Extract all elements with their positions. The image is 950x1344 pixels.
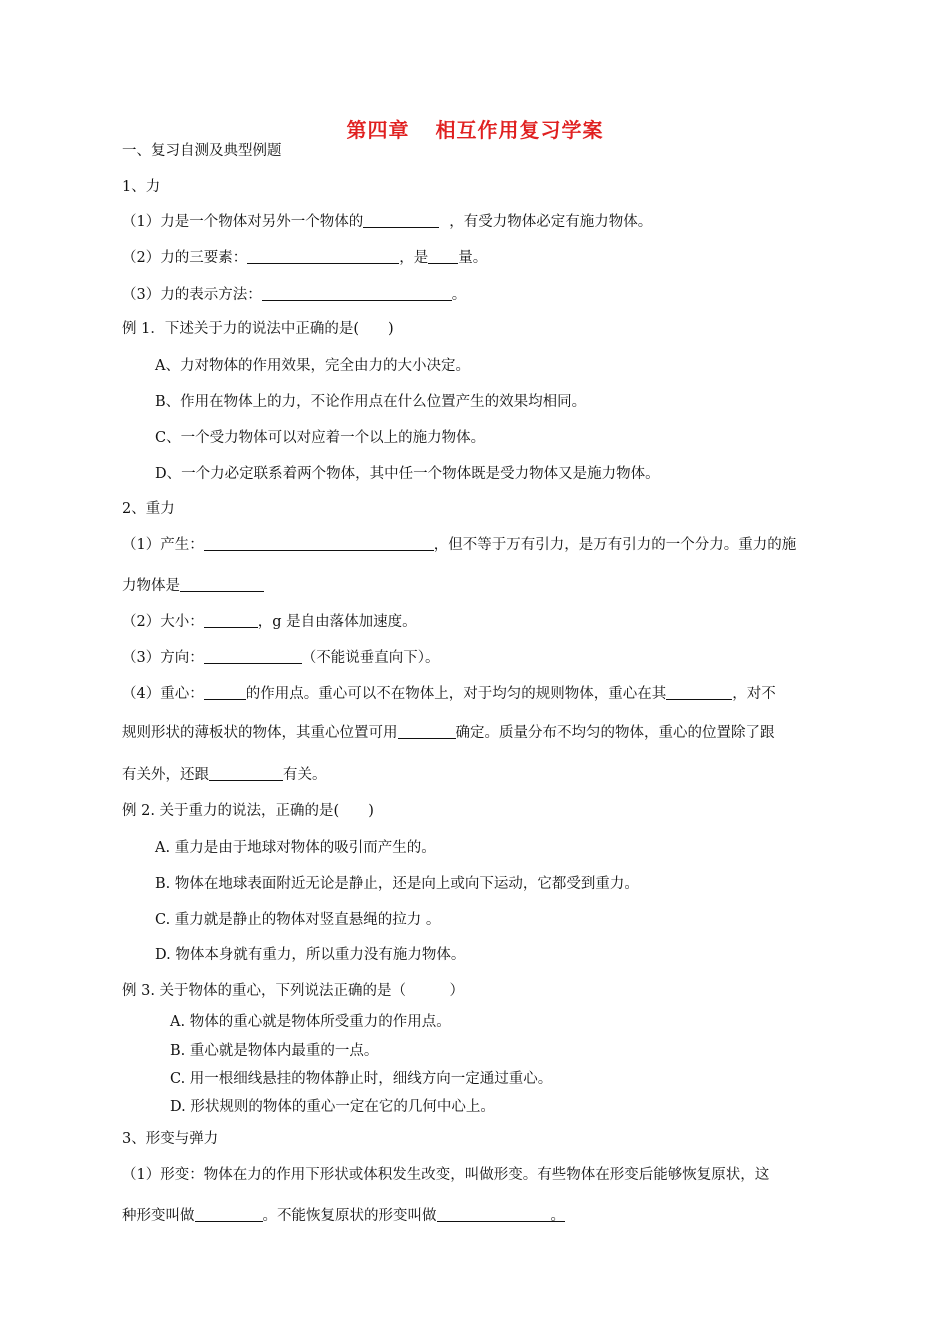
answer-blank — [398, 724, 456, 739]
answer-blank — [180, 577, 264, 592]
option-c: C、一个受力物体可以对应着一个以上的施力物体。 — [155, 430, 486, 446]
subsection-elasticity: 3、形变与弹力 — [122, 1131, 219, 1147]
answer-blank — [247, 249, 399, 264]
example-question: 例 3. 关于物体的重心，下列说法正确的是（ ） — [122, 983, 465, 999]
question-line: 种形变叫做 。不能恢复原状的形变叫做 。 — [122, 1208, 565, 1224]
option-d: D. 形状规则的物体的重心一定在它的几何中心上。 — [170, 1099, 495, 1115]
subsection-gravity: 2、重力 — [122, 501, 175, 517]
answer-blank — [204, 685, 246, 700]
question-line: （4）重心： 的作用点。重心可以不在物体上，对于均匀的规则物体，重心在其 ，对不 — [122, 686, 776, 702]
example-question: 例 1．下述关于力的说法中正确的是( ) — [122, 321, 394, 337]
answer-blank — [262, 286, 452, 301]
section-heading: 一、复习自测及典型例题 — [122, 143, 282, 159]
option-b: B、作用在物体上的力，不论作用点在什么位置产生的效果均相同。 — [155, 394, 587, 410]
question-line: （3）力的表示方法： 。 — [122, 287, 467, 303]
option-d: D. 物体本身就有重力，所以重力没有施力物体。 — [155, 947, 466, 963]
option-c: C. 用一根细线悬挂的物体静止时，细线方向一定通过重心。 — [170, 1071, 553, 1087]
option-b: B. 重心就是物体内最重的一点。 — [170, 1043, 379, 1059]
answer-blank — [195, 1207, 263, 1222]
answer-blank — [204, 649, 302, 664]
option-a: A. 重力是由于地球对物体的吸引而产生的。 — [155, 840, 436, 856]
question-line: （2）大小： ，g 是自由落体加速度。 — [122, 614, 417, 630]
option-a: A、力对物体的作用效果，完全由力的大小决定。 — [155, 358, 470, 374]
answer-blank — [437, 1207, 551, 1222]
question-line: （1）产生： ，但不等于万有引力，是万有引力的一个分力。重力的施 — [122, 537, 797, 553]
question-line: （1）形变：物体在力的作用下形状或体积发生改变，叫做形变。有些物体在形变后能够恢复原状，这 — [122, 1167, 770, 1183]
question-line: 有关外，还跟 有关。 — [122, 767, 327, 783]
question-line: （2）力的三要素： ，是 量。 — [122, 250, 488, 266]
answer-blank — [363, 213, 439, 228]
answer-blank — [204, 613, 258, 628]
answer-blank — [666, 685, 732, 700]
question-line: 力物体是 — [122, 576, 264, 596]
question-line: （3）方向： （不能说垂直向下）。 — [122, 650, 440, 666]
example-question: 例 2. 关于重力的说法，正确的是( ) — [122, 803, 374, 819]
question-line: （1）力是一个物体对另外一个物体的 ，有受力物体必定有施力物体。 — [122, 214, 653, 230]
page-title — [0, 114, 950, 143]
answer-blank — [204, 536, 434, 551]
answer-blank — [428, 249, 458, 264]
chapter-name: 相互作用复习学案 — [435, 118, 604, 142]
option-c: C. 重力就是静止的物体对竖直悬绳的拉力 。 — [155, 912, 441, 928]
subsection-force: 1、力 — [122, 179, 161, 195]
chapter-label: 第四章 — [346, 118, 410, 142]
answer-blank — [209, 766, 283, 781]
option-d: D、一个力必定联系着两个物体，其中任一个物体既是受力物体又是施力物体。 — [155, 466, 660, 482]
option-b: B. 物体在地球表面附近无论是静止，还是向上或向下运动，它都受到重力。 — [155, 876, 639, 892]
question-line: 规则形状的薄板状的物体，其重心位置可用 确定。质量分布不均匀的物体，重心的位置除了跟 — [122, 725, 775, 741]
option-a: A. 物体的重心就是物体所受重力的作用点。 — [170, 1014, 451, 1030]
